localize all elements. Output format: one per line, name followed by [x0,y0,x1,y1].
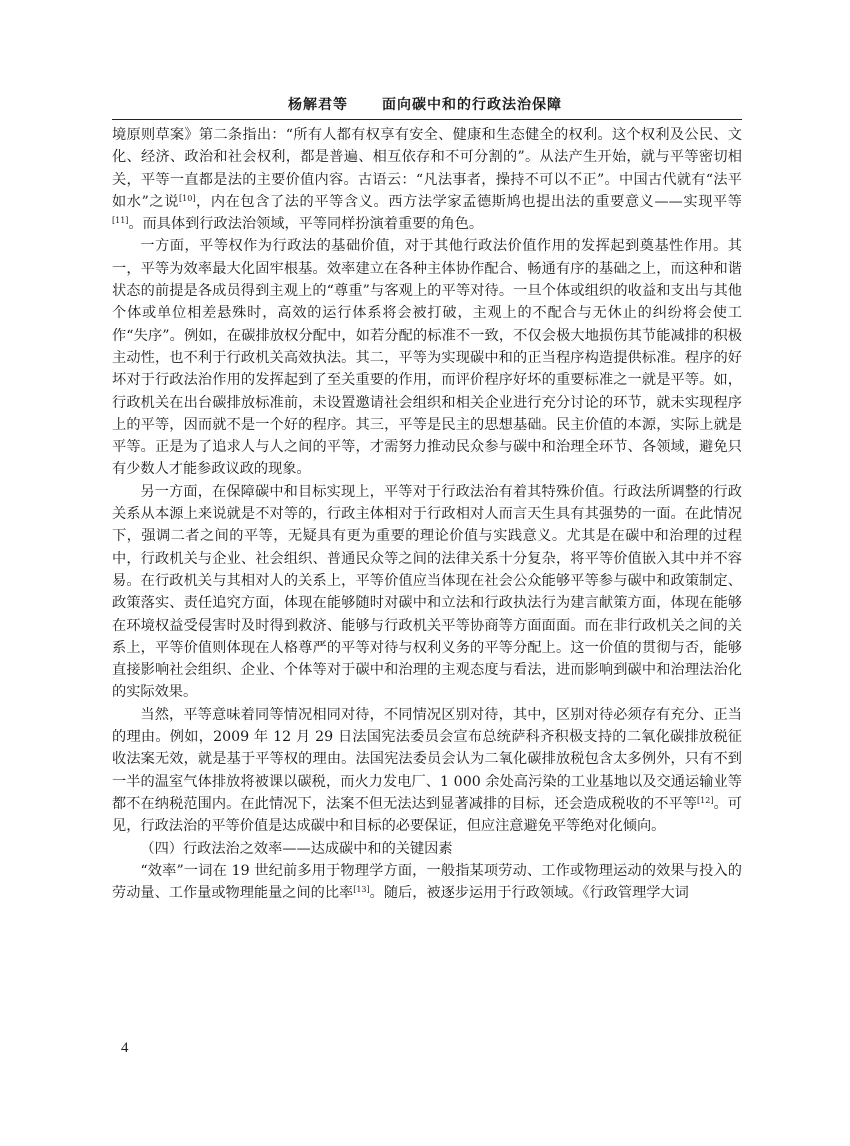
paragraph-1 [112,124,742,235]
paragraph-5 [112,860,742,905]
citation-11[interactable]: [11] [112,216,129,226]
p1-text-c: 。而具体到行政法治领域，平等同样扮演着重要的角色。 [128,216,484,233]
p1-text-b: ，内在包含了法的平等含义。西方法学家孟德斯鸠也提出法的重要意义——实现平等 [195,193,742,210]
p1-text-a: 境原则草案》第二条指出：“所有人都有权享有安全、健康和生态健全的权利。这个权利及公民、文化、经济、政治和社会权利，都是普遍、相互依存和不可分割的”。从法产生开始，就与平等密切相关，平等一直都是法的主要价值内容。古语云：“凡法事者，操持不可以不正”。中国古代就有“法平如水”之说 [112,127,742,210]
paragraph-2: 一方面，平等权作为行政法的基础价值，对于其他行政法价值作用的发挥起到奠基性作用。其一，平等为效率最大化固牢根基。效率建立在各种主体协作配合、畅通有序的基础之上，而这种和谐状态的前提是各成员得到主观上的“尊重”与客观上的平等对待。一旦个体或组织的收益和支出与其他个体或单位相差悬殊时，高效的运行体系将会被打破，主观上的不配合与无休止的纠纷将会使工作“失序”。例如，在碳排放权分配中，如若分配的标准不一致，不仅会极大地损伤其节能减排的积极主动性，也不利于行政机关高效执法。其二，平等为实现碳中和的正当程序构造提供标准。程序的好坏对于行政法治作用的发挥起到了至关重要的作用，而评价程序好坏的重要标准之一就是平等。如，行政机关在出台碳排放标准前，未设置邀请社会组织和相关企业进行充分讨论的环节，就未实现程序上的平等，因而就不是一个好的程序。其三，平等是民主的思想基础。民主价值的本源，实际上就是平等。正是为了追求人与人之间的平等，才需努力推动民众参与碳中和治理全环节、各领域，避免只有少数人才能参政议政的现象。 [112,238,742,478]
citation-12[interactable]: [12] [697,795,714,805]
citation-10[interactable]: [10] [179,193,196,203]
header-title: 面向碳中和的行政法治保障 [382,97,562,113]
section-heading: （四）行政法治之效率——达成碳中和的关键因素 [140,840,453,857]
article-body [112,124,742,904]
page-number: 4 [121,1040,129,1056]
p5-text-b: 。随后，被逐步运用于行政领域。《行政管理学大词 [369,885,689,902]
p4-text-a: 当然，平等意味着同等情况相同对待，不同情况区别对待，其中，区别对待必须存有充分、正当的理由。例如，2009 年 12 月 29 日法国宪法委员会宣布总统萨科齐积极支持的二氧化碳排放税征收法案无效，就是基于平等权的理由。法国宪法委员会认为二氧化碳排放税包含太多例外，只有不到一半的温室气体排放将被课以碳税，而火力发电厂、1 000 余处高污染的工业基地以及交通运输业等都不在纳税范围内。在此情况下，法案不但无法达到显著减排的目标，还会造成税收的不平等 [112,706,742,812]
citation-13[interactable]: [13] [353,885,370,895]
running-header [0,94,850,114]
paragraph-3: 另一方面，在保障碳中和目标实现上，平等对于行政法治有着其特殊价值。行政法所调整的行政关系从本源上来说就是不对等的，行政主体相对于行政相对人而言天生具有其强势的一面。在此情况下，强调二者之间的平等，无疑具有更为重要的理论价值与实践意义。尤其是在碳中和治理的过程中，行政机关与企业、社会组织、普通民众等之间的法律关系十分复杂，将平等价值嵌入其中并不容易。在行政机关与其相对人的关系上，平等价值应当体现在社会公众能够平等参与碳中和政策制定、政策落实、责任追究方面，体现在能够随时对碳中和立法和行政执法行为建言献策方面，体现在能够在环境权益受侵害时及时得到救济、能够与行政机关平等协商等方面面面。而在非行政机关之间的关系上，平等价值则体现在人格尊严的平等对待与权利义务的平等分配上。这一价值的贯彻与否，能够直接影响社会组织、企业、个体等对于碳中和治理的主观态度与看法，进而影响到碳中和治理法治化的实际效果。 [112,483,742,701]
p5-text-a: “效率”一词在 19 世纪前多用于物理学方面，一般指某项劳动、工作或物理运动的效果与投入的劳动量、工作量或物理能量之间的比率 [112,862,742,902]
header-rule [112,119,742,120]
header-authors: 杨解君等 [288,97,348,113]
p4-text-b: 。可见，行政法治的平等价值是达成碳中和目标的必要保证，但应注意避免平等绝对化倾向。 [112,795,742,835]
paragraph-4 [112,704,742,838]
